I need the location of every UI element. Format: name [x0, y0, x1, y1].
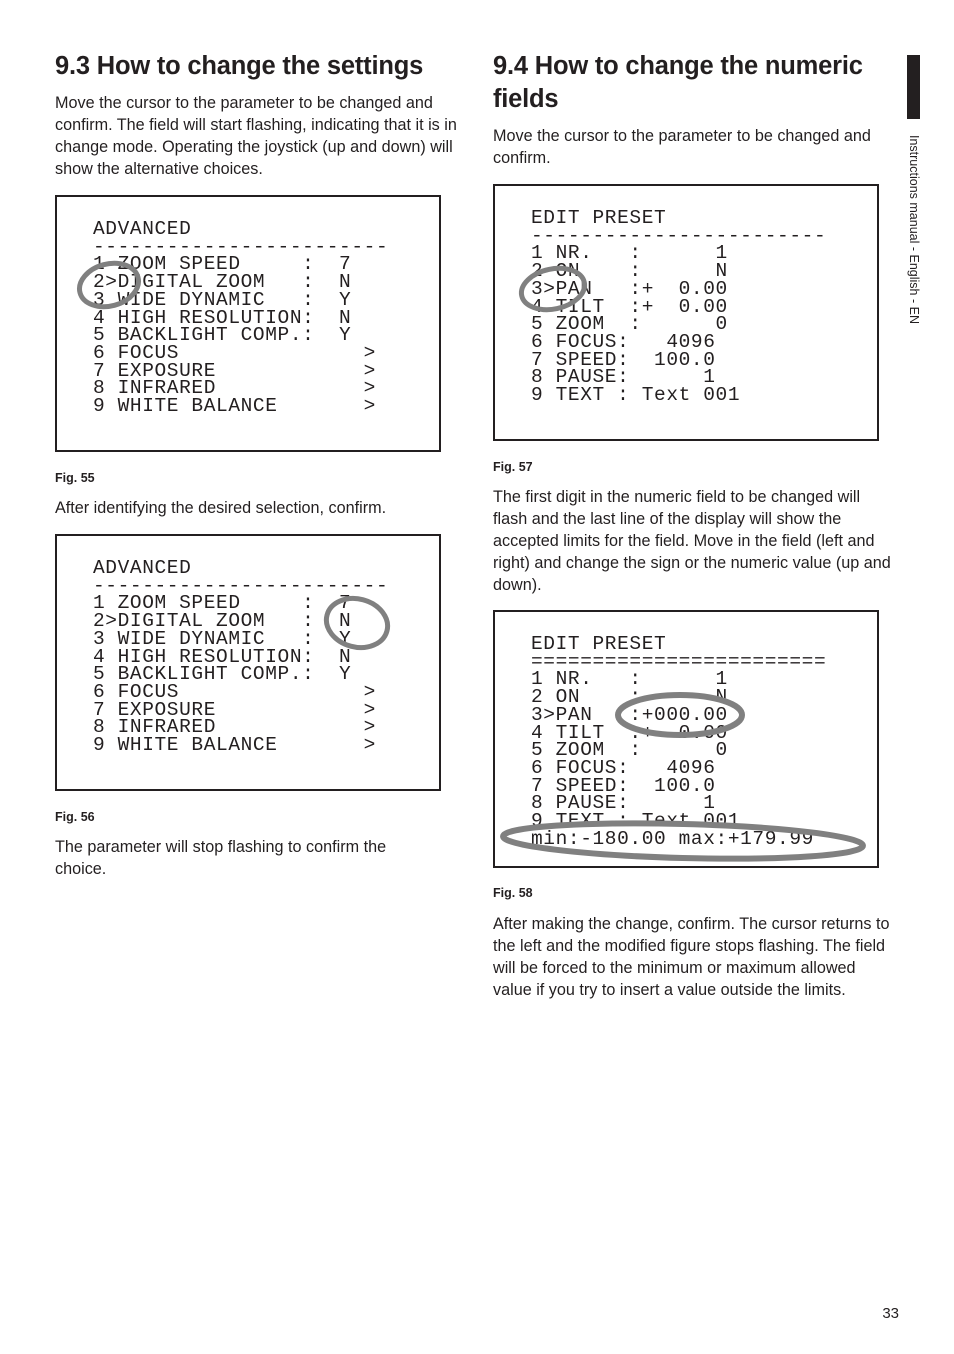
fig57-screen-text: EDIT PRESET ------------------------ 1 NR. : 1 2 ON : N 3>PAN :+ 0.00 4 TILT :+ 0.00 5 ZOOM : 0 6 FOCUS: 4096 7 SPEED: 100.0 8 PAUSE: 1 9 TEXT : Text 001	[531, 207, 827, 407]
fig58-caption: Fig. 58	[493, 886, 533, 900]
section-heading-9-3: 9.3 How to change the settings	[55, 52, 424, 80]
fig55-screen-text: ADVANCED ------------------------ 1 ZOOM SPEED : 7 2>DIGITAL ZOOM : N 3 WIDE DYNAMIC : Y 4 HIGH RESOLUTION: N 5 BACKLIGHT COMP.: Y 6 FOCUS > 7 EXPOSURE > 8 INFRARED > 9 WHITE BALANCE >	[93, 218, 389, 418]
fig57-osd-screen	[493, 184, 879, 441]
section-9-3-intro: Move the cursor to the parameter to be changed and confirm. The field will start flashing, indicating that it is in change mode. Operating the joystick (up and down) will show the alternative choices.	[55, 94, 457, 178]
section-tab-marker	[907, 55, 920, 119]
fig57-caption: Fig. 57	[493, 460, 533, 474]
fig58-screen-text: EDIT PRESET ======================== 1 NR. : 1 2 ON : N 3>PAN :+000.00 4 TILT :+ 0.00 5 ZOOM : 0 6 FOCUS: 4096 7 SPEED: 100.0 8 PAUSE: 1 9 TEXT : Text 001 min:-180.00 max:+179.99	[531, 633, 827, 850]
after-fig57-text: The first digit in the numeric field to be changed will flash and the last line of the display will show the accepted limits for the field. Move in the field (left and right) and change the sign or the numeric value (up and down).	[493, 488, 891, 594]
after-fig56-text: The parameter will stop flashing to confirm the choice.	[55, 838, 387, 878]
fig56-osd-screen	[55, 534, 441, 791]
after-fig55-text: After identifying the desired selection, confirm.	[55, 499, 387, 517]
after-fig58-text: After making the change, confirm. The cursor returns to the left and the modified figure stops flashing. The field will be forced to the minimum or maximum allowed value if you try to insert a value outside the limits.	[493, 915, 890, 999]
manual-side-label: Instructions manual - English - EN	[907, 135, 921, 324]
page-number: 33	[882, 1305, 899, 1322]
fig55-caption: Fig. 55	[55, 471, 95, 485]
fig56-screen-text: ADVANCED ------------------------ 1 ZOOM SPEED : 7 2>DIGITAL ZOOM : N 3 WIDE DYNAMIC : Y 4 HIGH RESOLUTION: N 5 BACKLIGHT COMP.: Y 6 FOCUS > 7 EXPOSURE > 8 INFRARED > 9 WHITE BALANCE >	[93, 557, 389, 757]
fig55-osd-screen	[55, 195, 441, 452]
fig56-caption: Fig. 56	[55, 810, 95, 824]
fig58-osd-screen	[493, 610, 879, 868]
section-heading-9-4: 9.4 How to change the numeric fields	[493, 52, 863, 113]
section-9-4-intro: Move the cursor to the parameter to be changed and confirm.	[493, 127, 871, 167]
